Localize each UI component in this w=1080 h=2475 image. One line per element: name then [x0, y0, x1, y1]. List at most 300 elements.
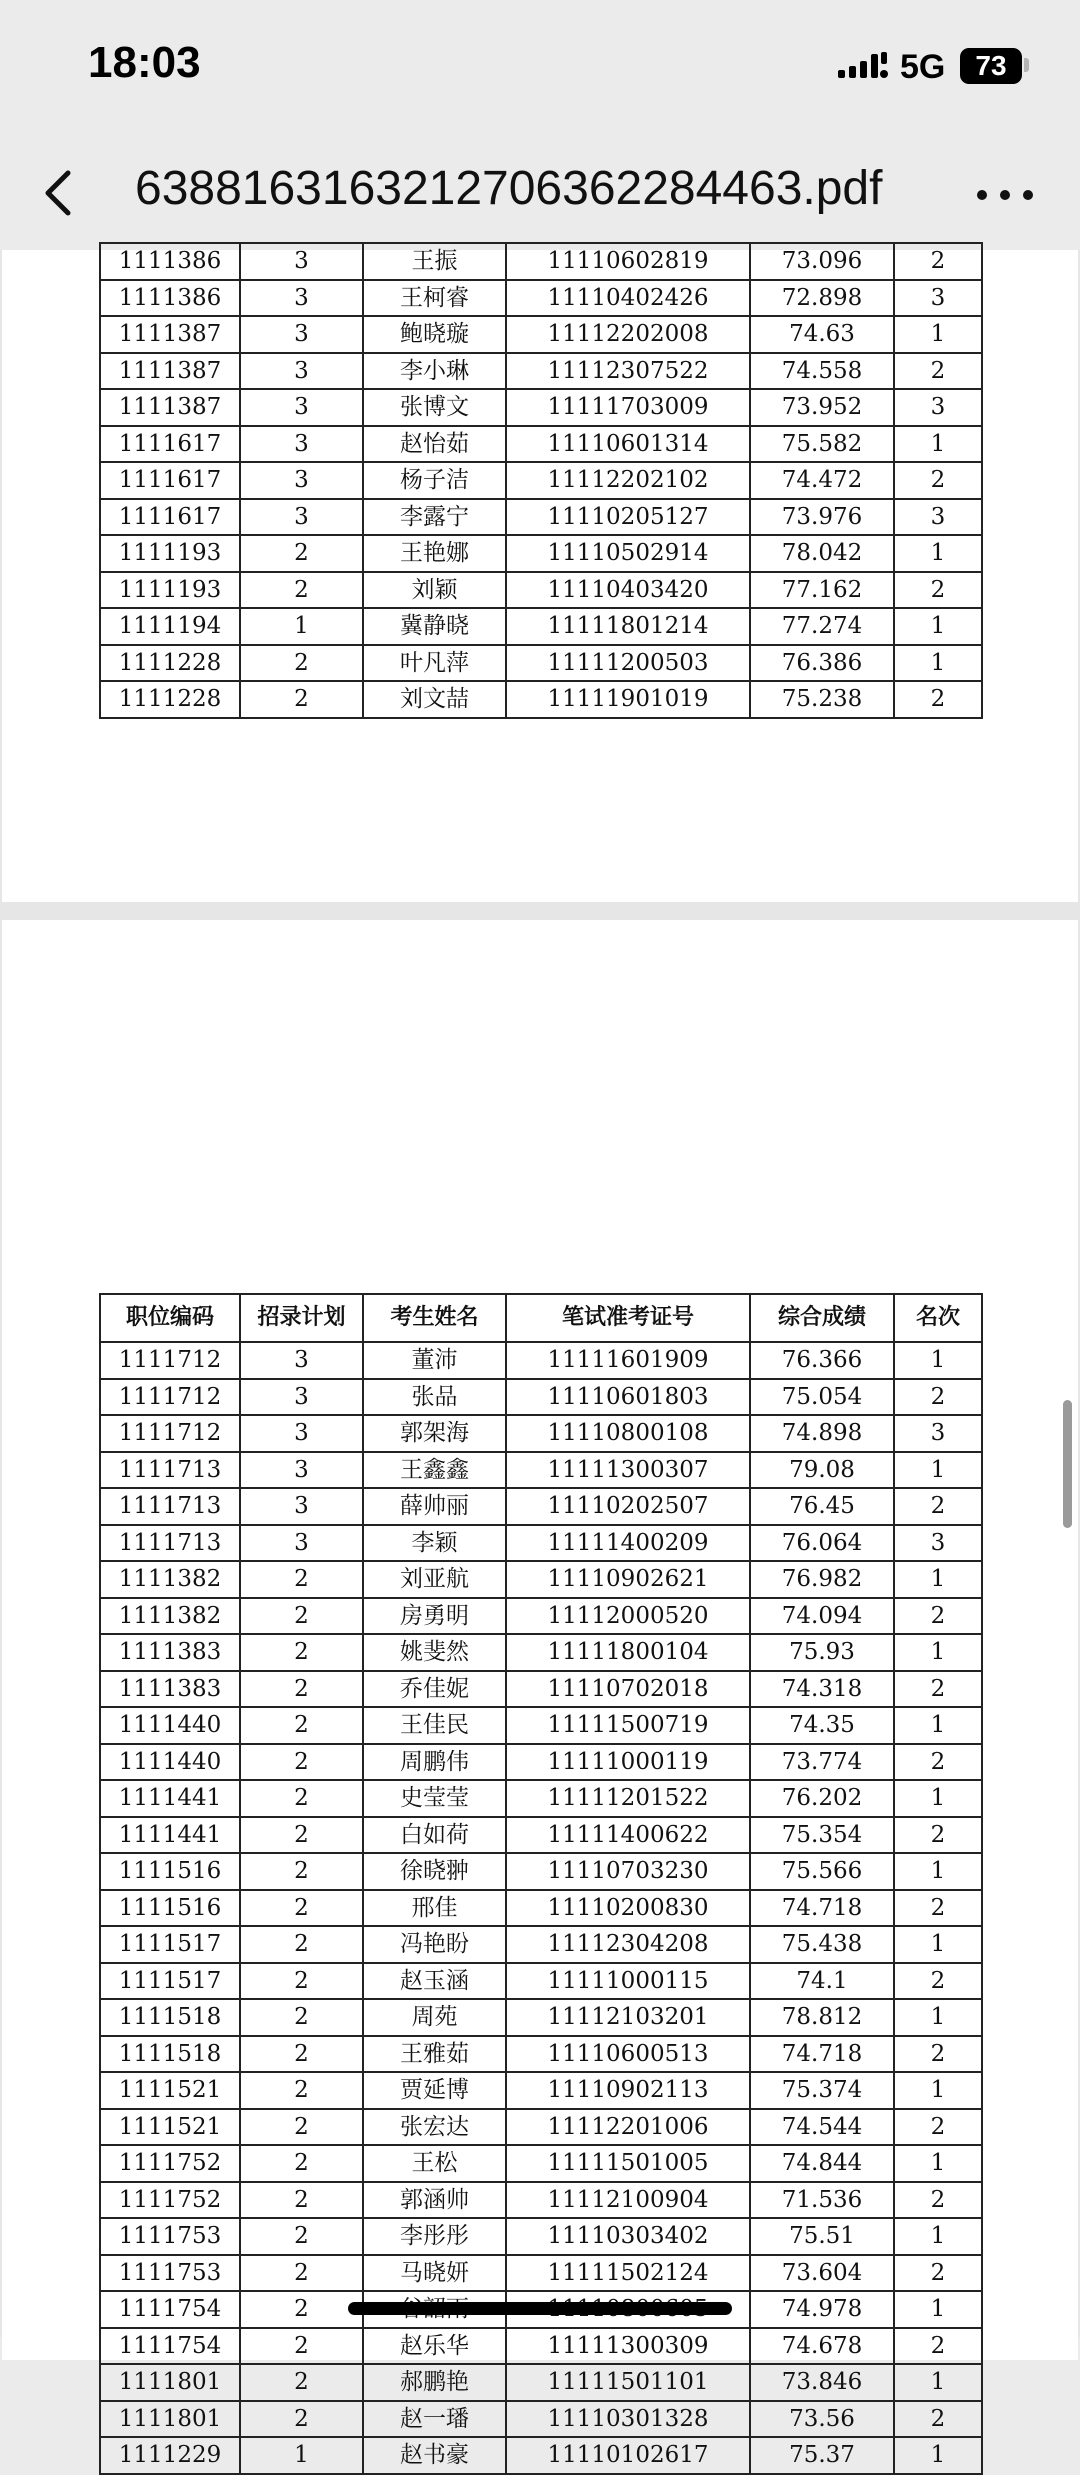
position-code-cell: 1111383	[100, 1671, 240, 1708]
rank-cell: 3	[894, 1415, 982, 1452]
total-score-cell: 73.976	[750, 499, 894, 536]
position-code-cell: 1111753	[100, 2255, 240, 2292]
total-score-cell: 75.566	[750, 1853, 894, 1890]
position-code-cell: 1111753	[100, 2218, 240, 2255]
recruit-plan-cell: 2	[240, 2072, 363, 2109]
exam-ticket-cell: 11112202102	[506, 462, 750, 499]
battery-level: 73	[975, 50, 1007, 81]
rank-cell: 3	[894, 1525, 982, 1562]
position-code-cell: 1111517	[100, 1926, 240, 1963]
recruit-plan-cell: 2	[240, 572, 363, 609]
table-row	[100, 2255, 982, 2292]
candidate-name-cell: 贾延博	[363, 2072, 506, 2109]
candidate-name-cell: 冀静晓	[363, 608, 506, 645]
table-row	[100, 1926, 982, 1963]
exam-ticket-cell: 11110702018	[506, 1671, 750, 1708]
total-score-cell: 75.93	[750, 1634, 894, 1671]
battery-icon	[960, 48, 1022, 84]
exam-ticket-cell: 11110902621	[506, 1561, 750, 1598]
header-position-code: 职位编码	[100, 1294, 240, 1342]
candidate-name-cell: 董沛	[363, 1342, 506, 1379]
recruit-plan-cell: 2	[240, 2291, 363, 2328]
table-row	[100, 1415, 982, 1452]
rank-cell: 1	[894, 2072, 982, 2109]
position-code-cell: 1111752	[100, 2145, 240, 2182]
candidate-name-cell: 赵一璠	[363, 2401, 506, 2438]
recruit-plan-cell: 1	[240, 608, 363, 645]
position-code-cell: 1111387	[100, 389, 240, 426]
exam-ticket-cell: 11111901019	[506, 681, 750, 718]
score-table	[99, 242, 983, 719]
position-code-cell: 1111713	[100, 1452, 240, 1489]
table-row	[100, 389, 982, 426]
recruit-plan-cell: 3	[240, 426, 363, 463]
exam-ticket-cell: 11112307522	[506, 353, 750, 390]
total-score-cell: 74.678	[750, 2328, 894, 2365]
candidate-name-cell: 杨子洁	[363, 462, 506, 499]
position-code-cell: 1111228	[100, 645, 240, 682]
rank-cell: 2	[894, 353, 982, 390]
position-code-cell: 1111617	[100, 499, 240, 536]
candidate-name-cell: 史莹莹	[363, 1780, 506, 1817]
header-rank: 名次	[894, 1294, 982, 1342]
recruit-plan-cell: 2	[240, 2218, 363, 2255]
position-code-cell: 1111713	[100, 1488, 240, 1525]
recruit-plan-cell: 2	[240, 1671, 363, 1708]
total-score-cell: 75.054	[750, 1379, 894, 1416]
position-code-cell: 1111382	[100, 1598, 240, 1635]
table-row	[100, 1853, 982, 1890]
exam-ticket-cell: 11111601909	[506, 1342, 750, 1379]
recruit-plan-cell: 3	[240, 462, 363, 499]
recruit-plan-cell: 2	[240, 1853, 363, 1890]
exam-ticket-cell: 11111200503	[506, 645, 750, 682]
exam-ticket-cell: 11110601803	[506, 1379, 750, 1416]
exam-ticket-cell: 11110600513	[506, 2036, 750, 2073]
exam-ticket-cell: 11110602819	[506, 243, 750, 280]
total-score-cell: 73.952	[750, 389, 894, 426]
table-row	[100, 499, 982, 536]
position-code-cell: 1111193	[100, 572, 240, 609]
total-score-cell: 72.898	[750, 280, 894, 317]
exam-ticket-cell: 11111400209	[506, 1525, 750, 1562]
position-code-cell: 1111617	[100, 462, 240, 499]
table-row	[100, 1890, 982, 1927]
candidate-name-cell: 王艳娜	[363, 535, 506, 572]
file-title: 638816316321270636228446​3.pdf	[135, 162, 883, 215]
table-row	[100, 353, 982, 390]
total-score-cell: 77.274	[750, 608, 894, 645]
total-score-cell: 76.064	[750, 1525, 894, 1562]
table-row	[100, 2401, 982, 2438]
position-code-cell: 1111441	[100, 1780, 240, 1817]
rank-cell: 1	[894, 316, 982, 353]
total-score-cell: 77.162	[750, 572, 894, 609]
header-candidate-name: 考生姓名	[363, 1294, 506, 1342]
rank-cell: 2	[894, 1817, 982, 1854]
rank-cell: 2	[894, 2036, 982, 2073]
candidate-name-cell: 赵乐华	[363, 2328, 506, 2365]
candidate-name-cell: 张博文	[363, 389, 506, 426]
position-code-cell: 1111521	[100, 2109, 240, 2146]
table-row	[100, 2036, 982, 2073]
total-score-cell: 73.846	[750, 2364, 894, 2401]
rank-cell: 1	[894, 2437, 982, 2474]
total-score-cell: 76.202	[750, 1780, 894, 1817]
header-recruit-plan: 招录计划	[240, 1294, 363, 1342]
position-code-cell: 1111521	[100, 2072, 240, 2109]
recruit-plan-cell: 3	[240, 389, 363, 426]
recruit-plan-cell: 2	[240, 1963, 363, 2000]
rank-cell: 2	[894, 1963, 982, 2000]
recruit-plan-cell: 2	[240, 1890, 363, 1927]
rank-cell: 2	[894, 1890, 982, 1927]
total-score-cell: 74.978	[750, 2291, 894, 2328]
table-row	[100, 316, 982, 353]
rank-cell: 1	[894, 1561, 982, 1598]
candidate-name-cell: 张品	[363, 1379, 506, 1416]
candidate-name-cell: 鲍晓璇	[363, 316, 506, 353]
rank-cell: 1	[894, 1707, 982, 1744]
position-code-cell: 1111194	[100, 608, 240, 645]
rank-cell: 2	[894, 462, 982, 499]
total-score-cell: 75.374	[750, 2072, 894, 2109]
position-code-cell: 1111516	[100, 1890, 240, 1927]
total-score-cell: 76.386	[750, 645, 894, 682]
rank-cell: 2	[894, 1598, 982, 1635]
candidate-name-cell: 刘颖	[363, 572, 506, 609]
exam-ticket-cell: 11111800104	[506, 1634, 750, 1671]
recruit-plan-cell: 3	[240, 1488, 363, 1525]
total-score-cell: 73.604	[750, 2255, 894, 2292]
recruit-plan-cell: 2	[240, 1926, 363, 1963]
home-indicator[interactable]	[348, 2302, 732, 2315]
table-row	[100, 1707, 982, 1744]
header-total-score: 综合成绩	[750, 1294, 894, 1342]
candidate-name-cell: 王松	[363, 2145, 506, 2182]
exam-ticket-cell: 11111300309	[506, 2328, 750, 2365]
exam-ticket-cell: 11110902113	[506, 2072, 750, 2109]
recruit-plan-cell: 2	[240, 2145, 363, 2182]
total-score-cell: 74.1	[750, 1963, 894, 2000]
exam-ticket-cell: 11112201006	[506, 2109, 750, 2146]
recruit-plan-cell: 3	[240, 1379, 363, 1416]
candidate-name-cell: 马晓妍	[363, 2255, 506, 2292]
rank-cell: 1	[894, 645, 982, 682]
total-score-cell: 71.536	[750, 2182, 894, 2219]
network-type: 5G	[900, 48, 946, 86]
position-code-cell: 1111713	[100, 1525, 240, 1562]
exam-ticket-cell: 11111000119	[506, 1744, 750, 1781]
rank-cell: 3	[894, 280, 982, 317]
rank-cell: 1	[894, 1999, 982, 2036]
total-score-cell: 75.51	[750, 2218, 894, 2255]
score-table	[99, 1293, 983, 2475]
table-row	[100, 1780, 982, 1817]
rank-cell: 1	[894, 1926, 982, 1963]
total-score-cell: 73.774	[750, 1744, 894, 1781]
exam-ticket-cell: 11111500719	[506, 1707, 750, 1744]
candidate-name-cell: 刘文喆	[363, 681, 506, 718]
rank-cell: 2	[894, 2109, 982, 2146]
position-code-cell: 1111386	[100, 280, 240, 317]
candidate-name-cell: 周苑	[363, 1999, 506, 2036]
table-row	[100, 1634, 982, 1671]
rank-cell: 1	[894, 608, 982, 645]
table-row	[100, 2218, 982, 2255]
recruit-plan-cell: 3	[240, 316, 363, 353]
recruit-plan-cell: 2	[240, 2364, 363, 2401]
position-code-cell: 1111801	[100, 2364, 240, 2401]
rank-cell: 2	[894, 681, 982, 718]
table-row	[100, 2437, 982, 2474]
position-code-cell: 1111712	[100, 1379, 240, 1416]
exam-ticket-cell: 11111400622	[506, 1817, 750, 1854]
total-score-cell: 74.558	[750, 353, 894, 390]
table-row	[100, 1525, 982, 1562]
candidate-name-cell: 徐晓翀	[363, 1853, 506, 1890]
exam-ticket-cell: 11110301328	[506, 2401, 750, 2438]
table-row	[100, 572, 982, 609]
table-row	[100, 2109, 982, 2146]
exam-ticket-cell: 11112202008	[506, 316, 750, 353]
battery-cap	[1024, 58, 1029, 72]
exam-ticket-cell: 11110800108	[506, 1415, 750, 1452]
candidate-name-cell: 王佳民	[363, 1707, 506, 1744]
rank-cell: 1	[894, 1342, 982, 1379]
rank-cell: 2	[894, 1379, 982, 1416]
position-code-cell: 1111516	[100, 1853, 240, 1890]
position-code-cell: 1111441	[100, 1817, 240, 1854]
total-score-cell: 75.582	[750, 426, 894, 463]
total-score-cell: 75.37	[750, 2437, 894, 2474]
recruit-plan-cell: 2	[240, 1999, 363, 2036]
rank-cell: 3	[894, 389, 982, 426]
table-row	[100, 1744, 982, 1781]
table-row	[100, 426, 982, 463]
recruit-plan-cell: 2	[240, 1561, 363, 1598]
candidate-name-cell: 赵玉涵	[363, 1963, 506, 2000]
recruit-plan-cell: 3	[240, 280, 363, 317]
position-code-cell: 1111382	[100, 1561, 240, 1598]
rank-cell: 1	[894, 2145, 982, 2182]
table-row	[100, 1452, 982, 1489]
exam-ticket-cell: 11111000115	[506, 1963, 750, 2000]
rank-cell: 2	[894, 2255, 982, 2292]
exam-ticket-cell: 11112100904	[506, 2182, 750, 2219]
recruit-plan-cell: 2	[240, 535, 363, 572]
exam-ticket-cell: 11110205127	[506, 499, 750, 536]
rank-cell: 2	[894, 1744, 982, 1781]
total-score-cell: 74.094	[750, 1598, 894, 1635]
pdf-page	[2, 920, 1078, 2469]
total-score-cell: 76.366	[750, 1342, 894, 1379]
recruit-plan-cell: 2	[240, 1634, 363, 1671]
table-row	[100, 1342, 982, 1379]
exam-ticket-cell: 11111801214	[506, 608, 750, 645]
exam-ticket-cell: 11110102617	[506, 2437, 750, 2474]
table-row	[100, 2072, 982, 2109]
candidate-name-cell: 乔佳妮	[363, 1671, 506, 1708]
position-code-cell: 1111440	[100, 1707, 240, 1744]
table-row	[100, 1561, 982, 1598]
total-score-cell: 75.438	[750, 1926, 894, 1963]
total-score-cell: 73.56	[750, 2401, 894, 2438]
candidate-name-cell: 赵怡茹	[363, 426, 506, 463]
total-score-cell: 73.096	[750, 243, 894, 280]
candidate-name-cell: 赵书豪	[363, 2437, 506, 2474]
recruit-plan-cell: 2	[240, 2255, 363, 2292]
table-row	[100, 2145, 982, 2182]
position-code-cell: 1111517	[100, 1963, 240, 2000]
table-row	[100, 462, 982, 499]
recruit-plan-cell: 3	[240, 243, 363, 280]
exam-ticket-cell: 11111201522	[506, 1780, 750, 1817]
table-row	[100, 1379, 982, 1416]
exam-ticket-cell: 11110202507	[506, 1488, 750, 1525]
status-time: 18:03	[88, 38, 201, 87]
position-code-cell: 1111801	[100, 2401, 240, 2438]
candidate-name-cell: 李小琳	[363, 353, 506, 390]
position-code-cell: 1111752	[100, 2182, 240, 2219]
recruit-plan-cell: 2	[240, 2328, 363, 2365]
table-row	[100, 645, 982, 682]
rank-cell: 3	[894, 499, 982, 536]
scrollbar[interactable]	[1063, 1400, 1072, 1528]
exam-ticket-cell: 11111300307	[506, 1452, 750, 1489]
pdf-viewport[interactable]	[0, 248, 1080, 2469]
rank-cell: 1	[894, 535, 982, 572]
rank-cell: 2	[894, 2401, 982, 2438]
recruit-plan-cell: 2	[240, 1780, 363, 1817]
candidate-name-cell: 王雅茹	[363, 2036, 506, 2073]
candidate-name-cell: 王鑫鑫	[363, 1452, 506, 1489]
table-row	[100, 1999, 982, 2036]
total-score-cell: 76.982	[750, 1561, 894, 1598]
total-score-cell: 75.238	[750, 681, 894, 718]
candidate-name-cell: 邢佳	[363, 1890, 506, 1927]
rank-cell: 2	[894, 1488, 982, 1525]
exam-ticket-cell: 11112000520	[506, 1598, 750, 1635]
rank-cell: 1	[894, 1780, 982, 1817]
position-code-cell: 1111617	[100, 426, 240, 463]
recruit-plan-cell: 2	[240, 645, 363, 682]
candidate-name-cell: 李彤彤	[363, 2218, 506, 2255]
recruit-plan-cell: 2	[240, 2036, 363, 2073]
candidate-name-cell: 王振	[363, 243, 506, 280]
table-row	[100, 280, 982, 317]
position-code-cell: 1111518	[100, 1999, 240, 2036]
table-row	[100, 1817, 982, 1854]
rank-cell: 1	[894, 1452, 982, 1489]
recruit-plan-cell: 3	[240, 499, 363, 536]
table-row	[100, 1488, 982, 1525]
exam-ticket-cell: 11110601314	[506, 426, 750, 463]
exam-ticket-cell: 11110402426	[506, 280, 750, 317]
total-score-cell: 74.472	[750, 462, 894, 499]
exam-ticket-cell: 11111501005	[506, 2145, 750, 2182]
rank-cell: 1	[894, 426, 982, 463]
rank-cell: 1	[894, 1634, 982, 1671]
rank-cell: 2	[894, 2328, 982, 2365]
rank-cell: 2	[894, 572, 982, 609]
candidate-name-cell: 郭涵帅	[363, 2182, 506, 2219]
position-code-cell: 1111754	[100, 2328, 240, 2365]
exam-ticket-cell: 11110403420	[506, 572, 750, 609]
exam-ticket-cell: 11110200830	[506, 1890, 750, 1927]
total-score-cell: 74.35	[750, 1707, 894, 1744]
candidate-name-cell: 张宏达	[363, 2109, 506, 2146]
table-row	[100, 608, 982, 645]
navigation-bar	[0, 135, 1080, 250]
rank-cell: 1	[894, 2291, 982, 2328]
position-code-cell: 1111387	[100, 316, 240, 353]
position-code-cell: 1111754	[100, 2291, 240, 2328]
position-code-cell: 1111440	[100, 1744, 240, 1781]
total-score-cell: 76.45	[750, 1488, 894, 1525]
total-score-cell: 74.718	[750, 2036, 894, 2073]
candidate-name-cell: 李露宁	[363, 499, 506, 536]
back-icon[interactable]	[30, 163, 90, 223]
position-code-cell: 1111229	[100, 2437, 240, 2474]
recruit-plan-cell: 2	[240, 2182, 363, 2219]
exam-ticket-cell: 11111703009	[506, 389, 750, 426]
position-code-cell: 1111712	[100, 1415, 240, 1452]
position-code-cell: 1111387	[100, 353, 240, 390]
recruit-plan-cell: 3	[240, 1415, 363, 1452]
table-row	[100, 1963, 982, 2000]
table-row	[100, 243, 982, 280]
position-code-cell: 1111193	[100, 535, 240, 572]
table-row	[100, 2364, 982, 2401]
total-score-cell: 78.042	[750, 535, 894, 572]
more-options-icon[interactable]	[970, 165, 1040, 225]
exam-ticket-cell: 11111502124	[506, 2255, 750, 2292]
total-score-cell: 79.08	[750, 1452, 894, 1489]
exam-ticket-cell: 11110703230	[506, 1853, 750, 1890]
table-header-row	[100, 1294, 982, 1342]
candidate-name-cell: 刘亚航	[363, 1561, 506, 1598]
table-row	[100, 535, 982, 572]
table-row	[100, 681, 982, 718]
recruit-plan-cell: 2	[240, 2109, 363, 2146]
total-score-cell: 74.844	[750, 2145, 894, 2182]
rank-cell: 1	[894, 2364, 982, 2401]
signal-strength-icon	[838, 50, 890, 82]
exam-ticket-cell: 11112103201	[506, 1999, 750, 2036]
header-exam-ticket: 笔试准考证号	[506, 1294, 750, 1342]
recruit-plan-cell: 2	[240, 1817, 363, 1854]
rank-cell: 2	[894, 243, 982, 280]
position-code-cell: 1111228	[100, 681, 240, 718]
recruit-plan-cell: 3	[240, 1342, 363, 1379]
rank-cell: 2	[894, 1671, 982, 1708]
recruit-plan-cell: 2	[240, 1707, 363, 1744]
table-row	[100, 2182, 982, 2219]
rank-cell: 1	[894, 1853, 982, 1890]
pdf-page	[2, 250, 1078, 902]
recruit-plan-cell: 2	[240, 1598, 363, 1635]
total-score-cell: 74.718	[750, 1890, 894, 1927]
candidate-name-cell: 王柯睿	[363, 280, 506, 317]
total-score-cell: 74.63	[750, 316, 894, 353]
position-code-cell: 1111383	[100, 1634, 240, 1671]
candidate-name-cell: 姚斐然	[363, 1634, 506, 1671]
candidate-name-cell: 冯艳盼	[363, 1926, 506, 1963]
table-row	[100, 2328, 982, 2365]
total-score-cell: 74.544	[750, 2109, 894, 2146]
recruit-plan-cell: 2	[240, 681, 363, 718]
